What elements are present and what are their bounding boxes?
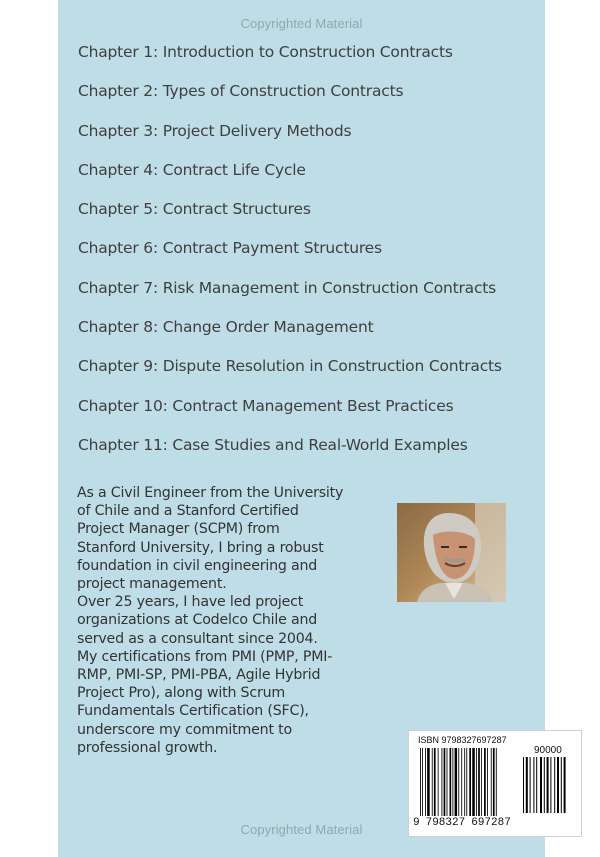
bio-line: As a Civil Engineer from the University: [77, 485, 344, 501]
chapter-item: Chapter 9: Dispute Resolution in Construction Contracts: [78, 357, 502, 376]
barcode-bar: [466, 748, 467, 816]
barcode-bar: [472, 748, 475, 816]
barcode-addon-bar: [523, 757, 524, 813]
barcode-bar: [450, 748, 452, 816]
barcode-digit-group: 9: [413, 817, 420, 829]
barcode-bar: [422, 748, 423, 816]
bio-line: Project Pro), along with Scrum: [77, 685, 285, 702]
chapter-item: Chapter 7: Risk Management in Construction Contracts: [78, 278, 497, 297]
barcode-addon-bar: [526, 757, 528, 813]
barcode-addon-bar: [533, 757, 534, 813]
bio-line: Over 25 years, I have led project: [77, 594, 304, 611]
barcode-bar: [444, 748, 446, 816]
barcode-bar: [478, 748, 480, 816]
barcode-digit-group: 798327: [425, 817, 466, 829]
barcode-addon-bar: [564, 757, 566, 813]
bio-line: Stanford University, I bring a robust: [77, 539, 324, 556]
barcode-addon-bar: [561, 757, 562, 813]
chapter-item: Chapter 8: Change Order Management: [78, 318, 374, 337]
barcode-bar: [455, 748, 458, 816]
barcode-bar: [420, 748, 421, 816]
barcode-bar: [469, 748, 471, 816]
barcode-bar: [496, 748, 497, 816]
barcode-bar: [434, 748, 436, 816]
barcode-bar: [461, 748, 462, 816]
barcode-bar: [487, 748, 488, 816]
barcode-addon-bar: [557, 757, 559, 813]
barcode-bar: [452, 748, 453, 816]
barcode-addon-bar: [540, 757, 542, 813]
barcode-bars: [420, 748, 515, 816]
back-cover: [58, 0, 545, 857]
bio-line: project management.: [77, 576, 227, 593]
bio-line: foundation in civil engineering and: [77, 557, 318, 574]
barcode-bar: [427, 748, 430, 816]
watermark-top: Copyrighted Material: [240, 16, 363, 31]
barcode-bar: [447, 748, 448, 816]
barcode-digits: [413, 817, 523, 829]
barcode-addon-number: 90000: [534, 745, 562, 756]
barcode-bar: [493, 748, 495, 816]
chapter-item: Chapter 1: Introduction to Construction Contracts: [78, 43, 453, 61]
chapter-item: Chapter 11: Case Studies and Real-World Examples: [78, 435, 468, 454]
bio-line: underscore my commitment to: [77, 721, 292, 738]
bio-line: My certifications from PMI (PMP, PMI-: [77, 648, 333, 665]
barcode-bar: [476, 748, 477, 816]
chapter-item: Chapter 2: Types of Construction Contracts: [78, 82, 404, 101]
barcode-addon-bar: [544, 757, 545, 813]
isbn-barcode: [408, 730, 582, 837]
barcode-bar: [484, 748, 486, 816]
barcode-digit-group: 697287: [471, 817, 511, 829]
bio-line: Fundamentals Certification (SFC),: [77, 703, 309, 720]
barcode-bar: [458, 748, 459, 816]
chapter-item: Chapter 5: Contract Structures: [78, 200, 311, 219]
bio-line: professional growth.: [77, 739, 218, 756]
barcode-addon-bar: [554, 757, 555, 813]
barcode-addon-bar: [536, 757, 537, 813]
barcode-bar: [464, 748, 465, 816]
bio-line: of Chile and a Stanford Certified: [77, 503, 299, 520]
barcode-addon-bar: [530, 757, 531, 813]
chapter-item: Chapter 3: Project Delivery Methods: [78, 121, 352, 140]
barcode-bar: [442, 748, 443, 816]
barcode-bar: [491, 748, 492, 816]
author-bio: [77, 484, 397, 757]
barcode-bar: [438, 748, 439, 816]
isbn-label: ISBN 9798327697287: [418, 735, 507, 745]
watermark-bottom: Copyrighted Material: [240, 822, 363, 837]
barcode-bar: [425, 748, 426, 816]
barcode-addon-bar: [550, 757, 551, 813]
bio-line: served as a consultant since 2004.: [77, 630, 318, 647]
bio-line: organizations at Codelco Chile and: [77, 612, 318, 629]
barcode-bar: [481, 748, 482, 816]
barcode-addon-bar: [547, 757, 549, 813]
chapter-list: [78, 40, 538, 472]
bio-line: Project Manager (SCPM) from: [77, 521, 280, 538]
author-photo: [397, 503, 506, 602]
barcode-bar: [432, 748, 433, 816]
chapter-item: Chapter 10: Contract Management Best Practices: [78, 396, 454, 415]
bio-line: RMP, PMI-SP, PMI-PBA, Agile Hybrid: [77, 667, 321, 684]
chapter-item: Chapter 6: Contract Payment Structures: [78, 239, 382, 258]
barcode-addon-bars: [523, 757, 573, 813]
chapter-item: Chapter 4: Contract Life Cycle: [78, 160, 306, 179]
